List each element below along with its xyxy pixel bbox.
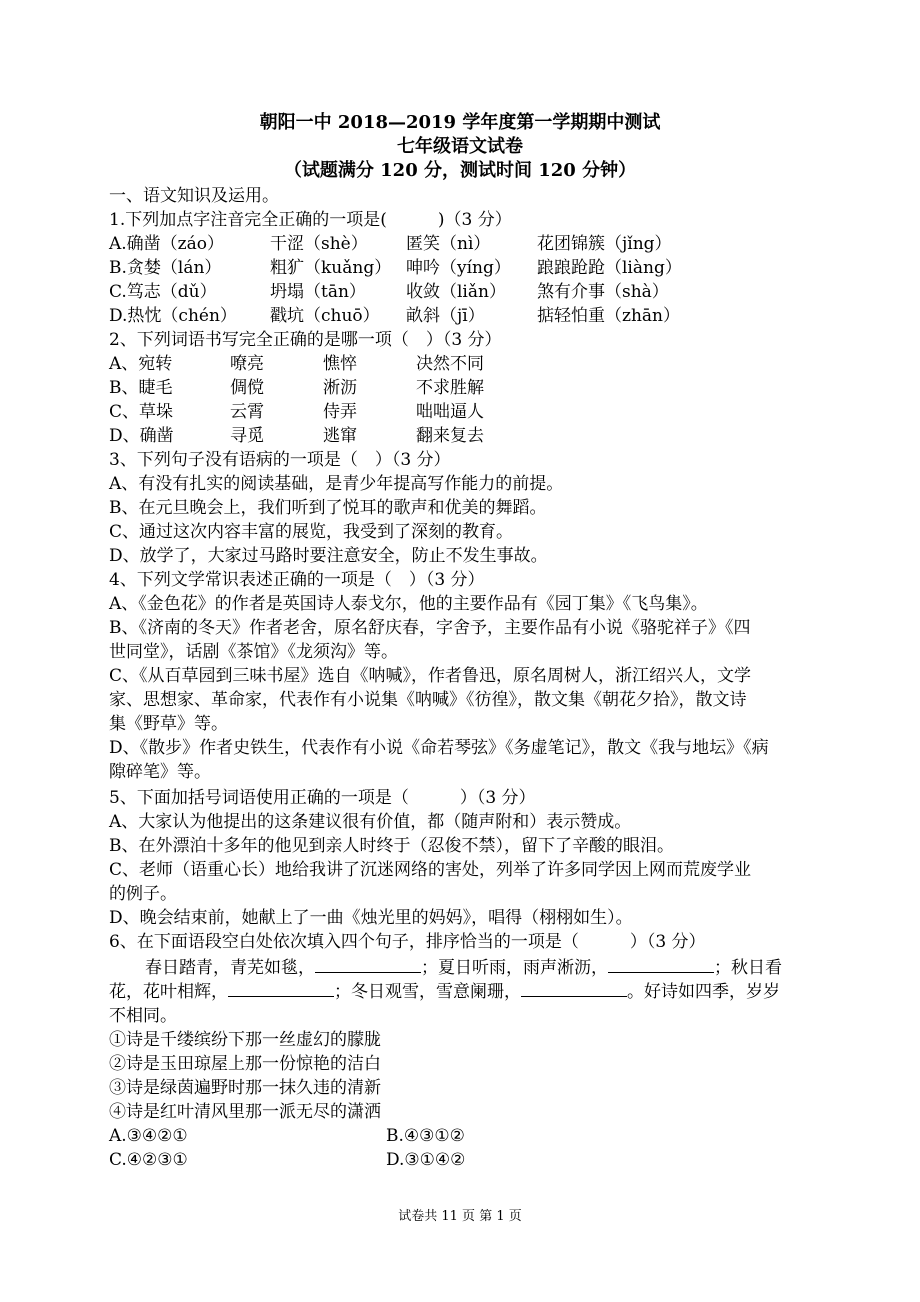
q3-option-c: C、通过这次内容丰富的展览，我受到了深刻的教育。 — [109, 522, 514, 542]
q2-option-c-word: 侍弄 — [323, 402, 357, 422]
exam-title: 朝阳一中 2018—2019 学年度第一学期期中测试 — [259, 112, 661, 133]
q1-option-d-word: 戳坑（chuō） — [270, 306, 380, 326]
q1-option-c-word: 收敛（liǎn） — [406, 282, 506, 302]
passage-text: ；秋日看 — [714, 958, 782, 978]
q2-option-d-word: 逃窜 — [323, 426, 357, 446]
q5-option-b: B、在外漂泊十多年的他见到亲人时终于（忍俊不禁），留下了辛酸的眼泪。 — [109, 836, 674, 856]
q1-option-a-word: 干涩（shè） — [270, 234, 368, 254]
q5-option-a: A、大家认为他提出的这条建议很有价值，都（随声附和）表示赞成。 — [109, 812, 632, 832]
q6-option-a: A.③④②① — [109, 1126, 188, 1146]
fill-blank[interactable] — [228, 980, 334, 997]
q2-option-c-word: 云霄 — [230, 402, 264, 422]
q6-passage-line-1 — [145, 956, 782, 980]
page-footer: 试卷共 11 页 第 1 页 — [398, 1209, 522, 1224]
q2-option-b: B、睫毛 — [109, 378, 173, 398]
q6-option-c: C.④②③① — [109, 1150, 188, 1170]
q2-option-d: D、确凿 — [109, 426, 174, 446]
q6-passage-line-3: 不相同。 — [109, 1006, 177, 1026]
question-5-stem: 5、下面加括号词语使用正确的一项是（ ）（3 分） — [109, 788, 536, 808]
q2-option-b-word: 淅沥 — [323, 378, 357, 398]
q1-option-b-word: 呻吟（yíng） — [406, 258, 511, 278]
q2-option-c: C、草垛 — [109, 402, 174, 422]
q6-option-b: B.④③①② — [386, 1126, 465, 1146]
q4-option-b: B、《济南的冬天》作者老舍，原名舒庆春，字舍予，主要作品有小说《骆驼祥子》《四 — [109, 618, 751, 638]
q2-option-d-word: 寻觅 — [230, 426, 264, 446]
question-2-stem: 2、下列词语书写完全正确的是哪一项（ ）（3 分） — [109, 330, 502, 350]
q6-option-d: D.③①④② — [386, 1150, 466, 1170]
exam-subtitle: 七年级语文试卷 — [397, 136, 523, 157]
q2-option-d-word: 翻来复去 — [416, 426, 484, 446]
q2-option-a-word: 决然不同 — [416, 354, 484, 374]
q1-option-c-word: 坍塌（tān） — [270, 282, 366, 302]
q1-option-a-word: 花团锦簇（jǐng） — [537, 234, 672, 254]
question-1-stem: 1.下列加点字注音完全正确的一项是( )（3 分） — [109, 210, 512, 230]
passage-text: 花，花叶相辉， — [109, 982, 228, 1002]
q2-option-a-word: 憔悴 — [323, 354, 357, 374]
exam-info: （试题满分 120 分，测试时间 120 分钟） — [283, 160, 637, 181]
q1-option-a: A.确凿（záo） — [109, 234, 225, 254]
question-3-stem: 3、下列句子没有语病的一项是（ ）（3 分） — [109, 450, 451, 470]
q1-option-d-word: 掂轻怕重（zhān） — [537, 306, 680, 326]
q1-option-b-word: 踉踉跄跄（liàng） — [537, 258, 682, 278]
passage-text: 。好诗如四季，岁岁 — [627, 982, 780, 1002]
q3-option-a: A、有没有扎实的阅读基础，是青少年提高写作能力的前提。 — [109, 474, 564, 494]
q1-option-d: D.热忱（chén） — [109, 306, 237, 326]
q2-option-c-word: 咄咄逼人 — [416, 402, 484, 422]
q4-option-b-cont: 世同堂》，话剧《茶馆》《龙须沟》等。 — [109, 642, 398, 662]
passage-text: ；冬日观雪，雪意阑珊， — [334, 982, 521, 1002]
fill-blank[interactable] — [608, 956, 714, 973]
q4-option-c: C、《从百草园到三味书屋》选自《呐喊》，作者鲁迅，原名周树人，浙江绍兴人，文学 — [109, 666, 752, 686]
passage-text: ；夏日听雨，雨声淅沥， — [421, 958, 608, 978]
fill-blank[interactable] — [521, 980, 627, 997]
q1-option-b-word: 粗犷（kuǎng） — [270, 258, 392, 278]
q4-option-a: A、《金色花》的作者是英国诗人泰戈尔，他的主要作品有《园丁集》《飞鸟集》。 — [109, 594, 708, 614]
q2-option-a-word: 嘹亮 — [230, 354, 264, 374]
question-6-stem: 6、在下面语段空白处依次填入四个句子，排序恰当的一项是（ ）（3 分） — [109, 932, 706, 952]
passage-text: 春日踏青，青芜如毯， — [145, 958, 315, 978]
q6-sentence-4: ④诗是红叶清风里那一派无尽的潇洒 — [109, 1102, 381, 1122]
q2-option-a: A、宛转 — [109, 354, 173, 374]
q1-option-b: B.贪婪（lán） — [109, 258, 222, 278]
q6-sentence-2: ②诗是玉田琼屋上那一份惊艳的洁白 — [109, 1054, 381, 1074]
q3-option-b: B、在元旦晚会上，我们听到了悦耳的歌声和优美的舞蹈。 — [109, 498, 547, 518]
q4-option-d-cont: 隙碎笔》等。 — [109, 762, 211, 782]
q4-option-c-cont: 家、思想家、革命家，代表作有小说集《呐喊》《彷徨》，散文集《朝花夕拾》，散文诗 — [109, 690, 747, 710]
q1-option-d-word: 畝斜（jī） — [406, 306, 485, 326]
q2-option-b-word: 倜傥 — [230, 378, 264, 398]
q6-passage-line-2 — [109, 980, 780, 1004]
q2-option-b-word: 不求胜解 — [416, 378, 484, 398]
section-heading: 一、语文知识及运用。 — [109, 186, 279, 206]
q1-option-c-word: 煞有介事（shà） — [537, 282, 669, 302]
q6-sentence-3: ③诗是绿茵遍野时那一抹久违的清新 — [109, 1078, 381, 1098]
q6-sentence-1: ①诗是千缕缤纷下那一丝虚幻的朦胧 — [109, 1030, 381, 1050]
q4-option-c-cont: 集《野草》等。 — [109, 714, 228, 734]
q1-option-c: C.笃志（dǔ） — [109, 282, 217, 302]
q5-option-d: D、晚会结束前，她献上了一曲《烛光里的妈妈》，唱得（栩栩如生）。 — [109, 908, 633, 928]
fill-blank[interactable] — [315, 956, 421, 973]
question-4-stem: 4、下列文学常识表述正确的一项是（ ）（3 分） — [109, 570, 485, 590]
q4-option-d: D、《散步》作者史铁生，代表作有小说《命若琴弦》《务虚笔记》，散文《我与地坛》《病 — [109, 738, 769, 758]
q5-option-c-cont: 的例子。 — [109, 884, 177, 904]
q1-option-a-word: 匿笑（nì） — [406, 234, 491, 254]
q5-option-c: C、老师（语重心长）地给我讲了沉迷网络的害处，列举了许多同学因上网而荒废学业 — [109, 860, 752, 880]
q3-option-d: D、放学了，大家过马路时要注意安全，防止不发生事故。 — [109, 546, 548, 566]
